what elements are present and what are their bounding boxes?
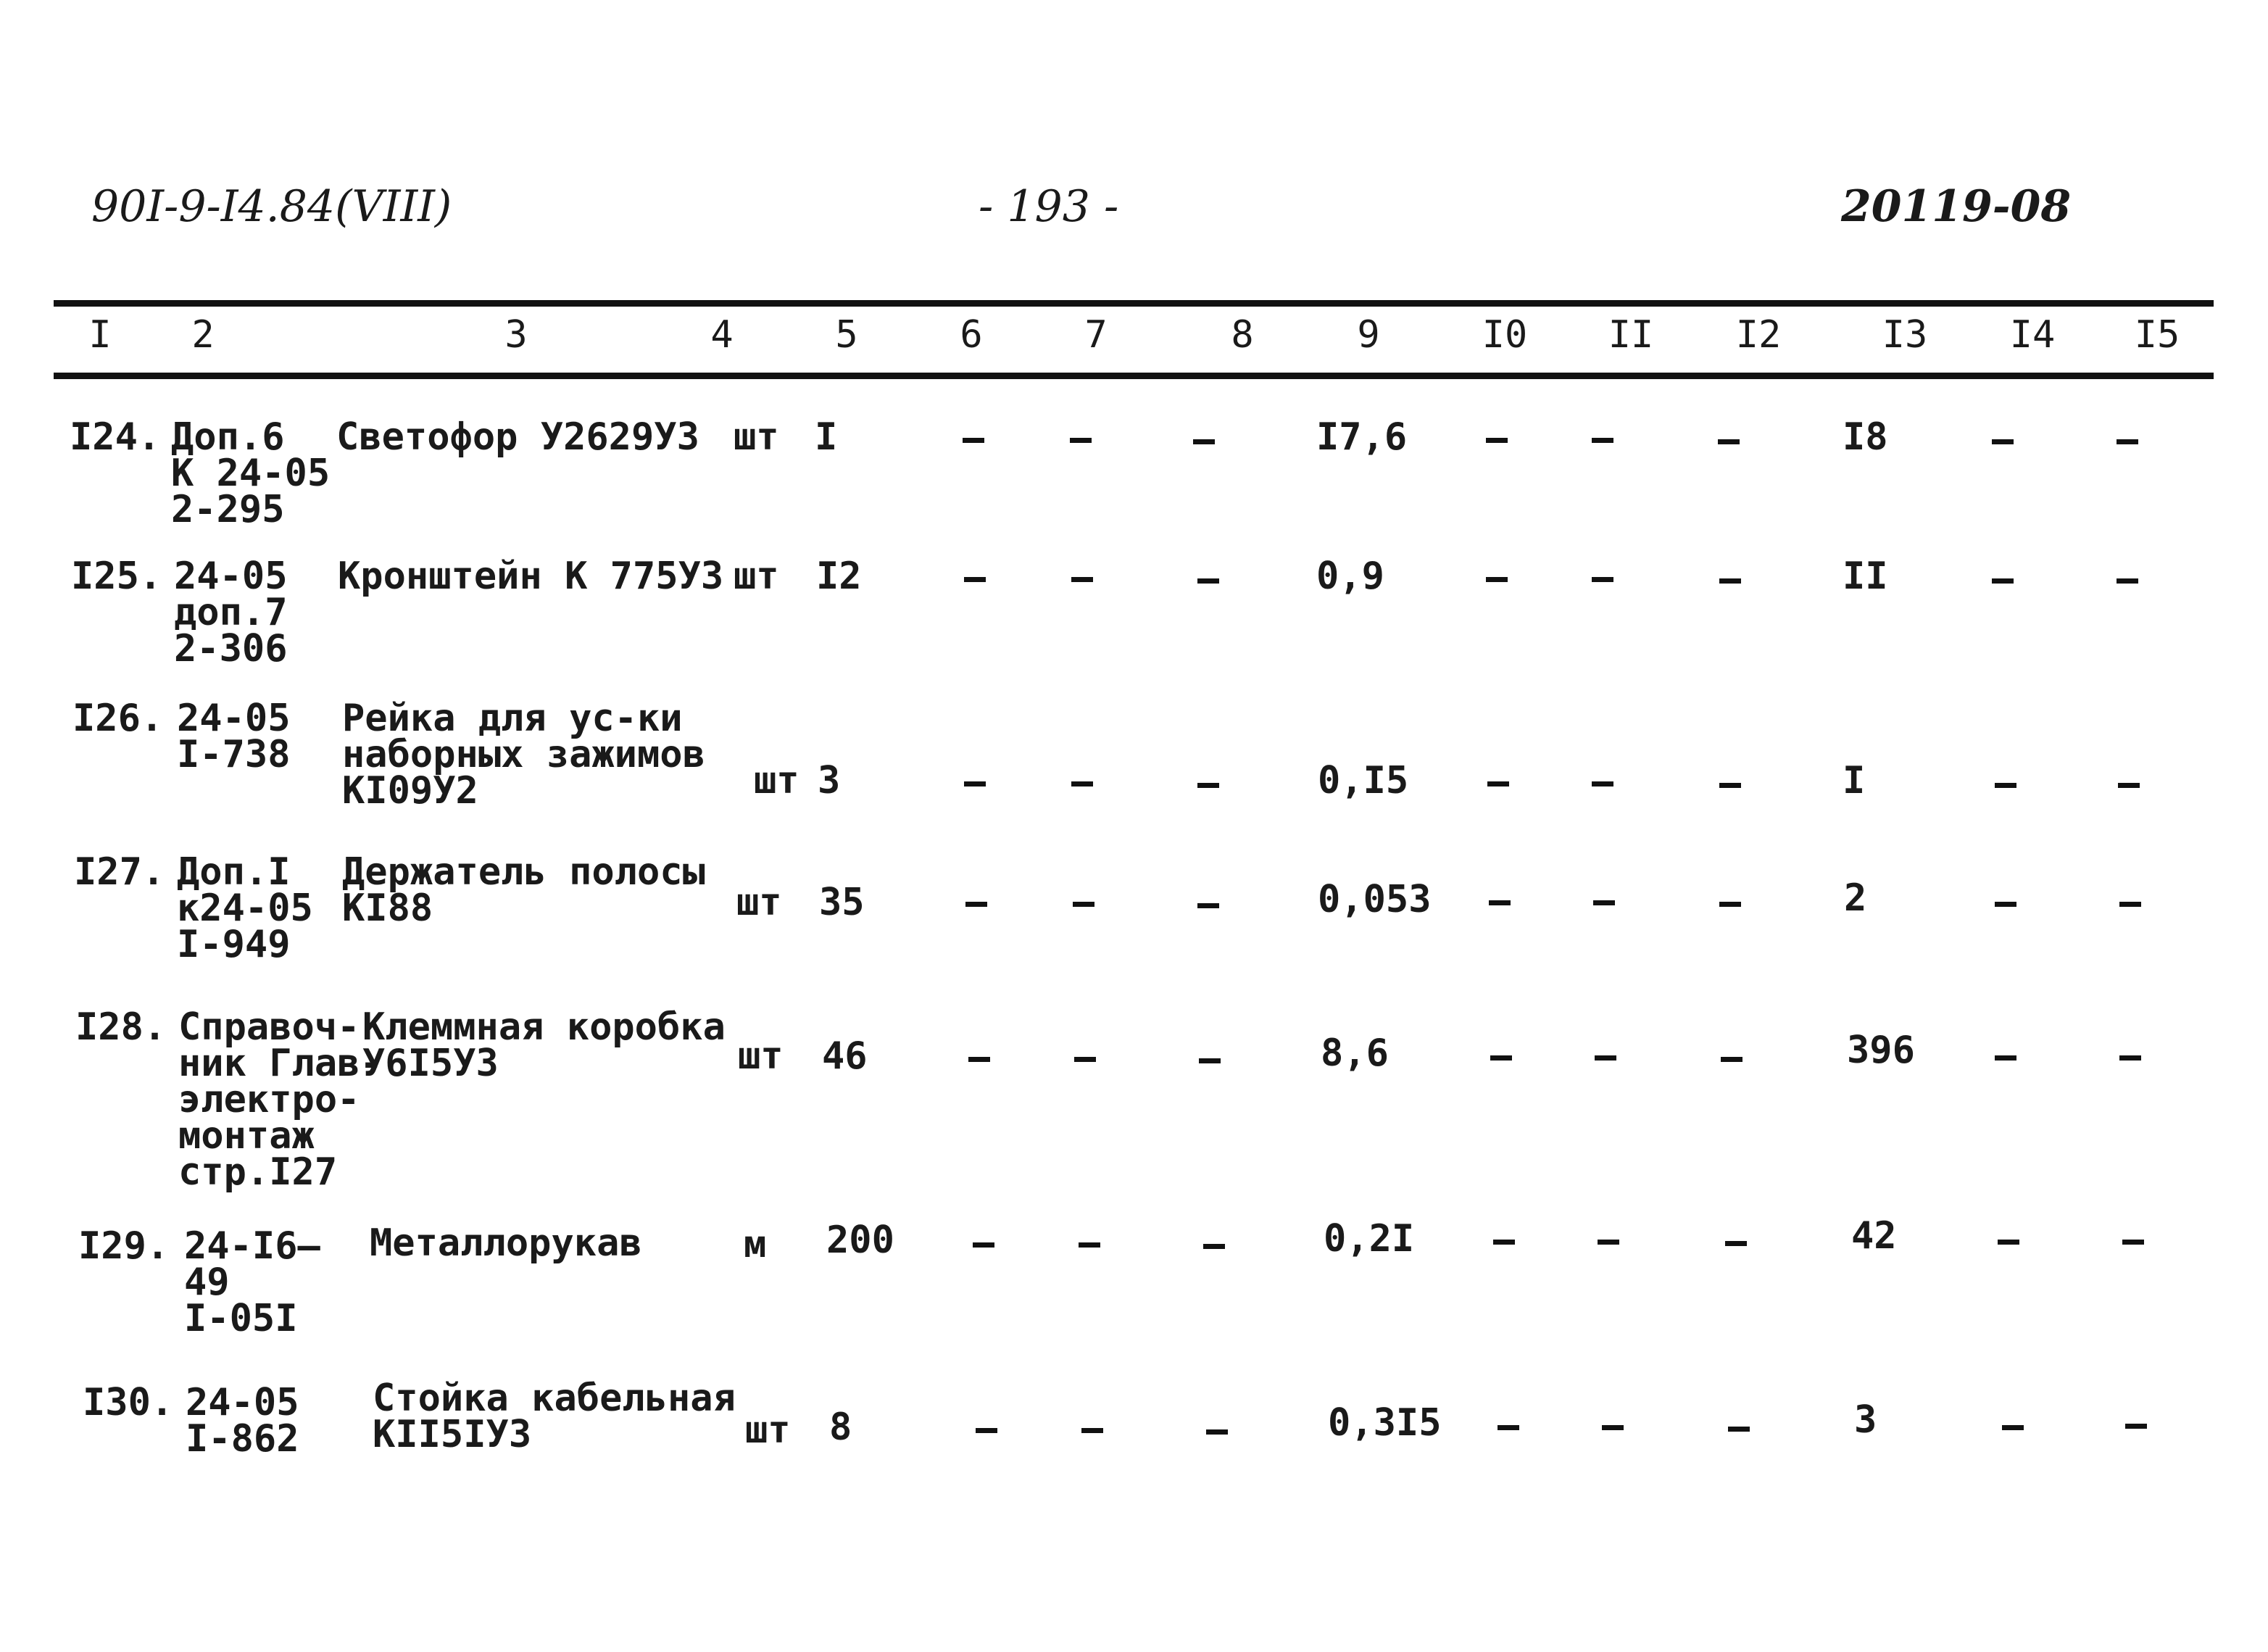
empty-dash [1074, 1057, 1096, 1062]
row-quantity: I2 [816, 555, 862, 598]
empty-dash [1486, 438, 1508, 443]
empty-dash [973, 1242, 994, 1248]
empty-dash [1725, 1241, 1747, 1246]
empty-dash [1206, 1429, 1228, 1435]
row-unit: шт [734, 555, 779, 598]
table-header-rule [54, 373, 2214, 379]
empty-dash [1197, 783, 1219, 788]
row-name: Кронштейн К 775У3 [338, 555, 724, 598]
row-unit: шт [745, 1408, 791, 1452]
column-header: I [88, 313, 112, 357]
column-header: I5 [2134, 313, 2180, 357]
empty-dash [1498, 1425, 1519, 1430]
row-reference: 24-05 I-738 [177, 697, 291, 776]
empty-dash [1718, 439, 1740, 444]
empty-dash [1071, 781, 1093, 786]
row-col9: 0,053 [1318, 878, 1432, 921]
empty-dash [1992, 578, 2014, 584]
row-col9: 0,I5 [1318, 759, 1409, 802]
empty-dash [968, 1057, 990, 1062]
empty-dash [2002, 1425, 2024, 1430]
empty-dash [1719, 578, 1741, 584]
empty-dash [2122, 1240, 2144, 1245]
empty-dash [2117, 439, 2138, 444]
row-number: I26. [72, 697, 164, 740]
row-name: Клеммная коробка У6I5У3 [362, 1005, 726, 1085]
column-header: 6 [960, 313, 983, 357]
row-quantity: 8 [829, 1406, 852, 1449]
row-quantity: 3 [818, 759, 841, 802]
column-header: I0 [1482, 313, 1528, 357]
column-header: 8 [1231, 313, 1254, 357]
row-quantity: I [815, 415, 838, 459]
column-header: I2 [1735, 313, 1782, 357]
doc-number: 20119-08 [1841, 181, 2072, 232]
column-header: 3 [504, 313, 528, 357]
row-name: Стойка кабельная КII5IУ3 [373, 1377, 736, 1456]
empty-dash [1489, 900, 1511, 905]
empty-dash [1592, 577, 1613, 582]
empty-dash [1995, 902, 2016, 907]
empty-dash [965, 902, 987, 907]
column-header: I4 [2009, 313, 2056, 357]
row-col13: I8 [1843, 415, 1888, 459]
empty-dash [1203, 1244, 1225, 1249]
row-quantity: 46 [822, 1034, 868, 1078]
row-unit: м [744, 1223, 767, 1266]
empty-dash [2125, 1424, 2147, 1429]
page-number: - 193 - [979, 181, 1119, 232]
empty-dash [1602, 1425, 1624, 1430]
empty-dash [2118, 783, 2140, 788]
row-name: Рейка для ус-ки наборных зажимов КI09У2 [342, 697, 705, 813]
row-name: Светофор У2629У3 [336, 415, 699, 459]
empty-dash [1995, 783, 2016, 788]
row-col9: 0,9 [1316, 555, 1384, 598]
column-header: II [1608, 313, 1654, 357]
row-col13: 396 [1847, 1029, 1915, 1072]
empty-dash [1487, 781, 1509, 786]
empty-dash [1998, 1240, 2019, 1245]
row-number: I29. [78, 1224, 170, 1268]
empty-dash [976, 1428, 997, 1433]
row-reference: 24-I6— 49 I-05I [184, 1224, 320, 1340]
row-name: Металлорукав [370, 1221, 642, 1265]
empty-dash [1719, 783, 1741, 788]
empty-dash [1595, 1055, 1616, 1060]
row-reference: Доп.6 К 24-05 2-295 [171, 415, 331, 531]
row-col13: 3 [1854, 1398, 1877, 1442]
row-col9: 0,3I5 [1328, 1401, 1442, 1445]
row-col13: II [1843, 555, 1888, 598]
empty-dash [2119, 1055, 2141, 1060]
row-col9: 8,6 [1321, 1032, 1389, 1075]
empty-dash [1721, 1057, 1742, 1062]
empty-dash [1197, 903, 1219, 908]
column-header: 7 [1084, 313, 1108, 357]
empty-dash [1081, 1428, 1103, 1433]
row-col13: I [1843, 759, 1866, 802]
row-number: I25. [71, 555, 162, 598]
empty-dash [1197, 578, 1219, 584]
empty-dash [1728, 1427, 1750, 1432]
row-name: Держатель полосы КI88 [342, 850, 705, 930]
empty-dash [1593, 900, 1615, 905]
row-number: I27. [74, 850, 165, 894]
row-number: I28. [75, 1005, 167, 1049]
column-header: 9 [1357, 313, 1380, 357]
doc-code: 90I-9-I4.84(VIII) [91, 181, 452, 232]
empty-dash [1493, 1240, 1515, 1245]
table-top-rule [54, 300, 2214, 307]
empty-dash [1992, 439, 2014, 444]
empty-dash [1199, 1058, 1221, 1063]
empty-dash [964, 577, 986, 582]
row-col13: 2 [1844, 876, 1867, 920]
row-quantity: 200 [826, 1219, 894, 1262]
empty-dash [1073, 902, 1094, 907]
row-reference: Справоч- ник Глав- электро- монтаж стр.I27 [178, 1005, 383, 1194]
empty-dash [964, 781, 986, 786]
empty-dash [1995, 1055, 2016, 1060]
column-header: 4 [710, 313, 734, 357]
row-unit: шт [736, 881, 782, 924]
row-unit: шт [734, 415, 779, 459]
row-quantity: 35 [819, 881, 865, 924]
row-col9: 0,2I [1324, 1217, 1415, 1261]
row-unit: шт [754, 759, 799, 802]
row-unit: шт [738, 1034, 784, 1078]
empty-dash [1598, 1240, 1619, 1245]
empty-dash [2117, 578, 2138, 584]
row-col9: I7,6 [1316, 415, 1408, 459]
empty-dash [1193, 439, 1215, 444]
column-header: 2 [191, 313, 215, 357]
empty-dash [963, 438, 984, 443]
column-header: I3 [1882, 313, 1928, 357]
empty-dash [1592, 438, 1613, 443]
row-reference: Доп.I к24-05 I-949 [177, 850, 313, 966]
row-col13: 42 [1851, 1214, 1897, 1258]
row-reference: 24-05 I-862 [186, 1381, 299, 1461]
empty-dash [2119, 902, 2141, 907]
empty-dash [1490, 1055, 1512, 1060]
empty-dash [1071, 577, 1093, 582]
empty-dash [1486, 577, 1508, 582]
empty-dash [1719, 902, 1741, 907]
empty-dash [1070, 438, 1092, 443]
empty-dash [1079, 1242, 1100, 1248]
row-number: I24. [70, 415, 161, 459]
empty-dash [1592, 781, 1613, 786]
column-header: 5 [835, 313, 858, 357]
row-number: I30. [83, 1381, 174, 1424]
row-reference: 24-05 доп.7 2-306 [174, 555, 288, 671]
